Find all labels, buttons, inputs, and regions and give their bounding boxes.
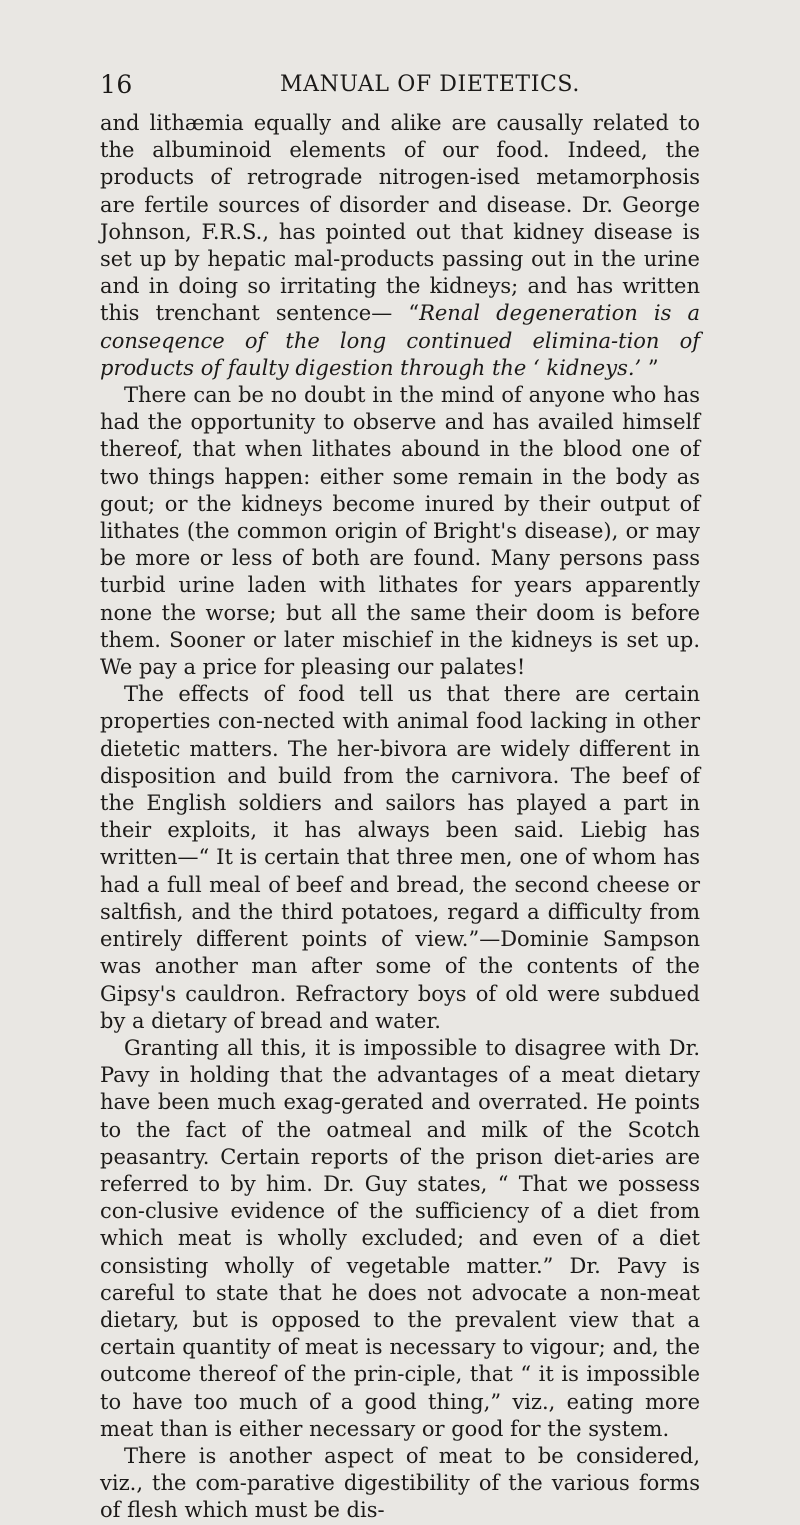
page-header: [100, 70, 700, 100]
paragraph-2: There can be no doubt in the mind of anyone who has had the opportunity to observe and has availed himself thereof, that when lithates abound in the blood one of two things happen: either some remain in the body as gout; or the kidneys become inured by their output of lithates (the common origin of Bright's disease), or may be more or less of both are found. Many persons pass turbid urine laden with lithates for years apparently none the worse; but all the same their doom is before them. Sooner or later mischief in the kidneys is set up. We pay a price for pleasing our palates!: [100, 383, 700, 680]
running-title: MANUAL OF DIETETICS.: [280, 72, 580, 97]
body-text: [100, 110, 700, 1525]
paragraph-1: [100, 110, 700, 382]
paragraph-1-lead: and lithæmia equally and alike are causally related to the albuminoid elements of our food. Indeed, the products of retrograde nitrogen-ised metamorphosis are fertile sources of disorder and disease. Dr. George Johnson, F.R.S., has pointed out that kidney disease is set up by hepatic mal-products passing out in the urine and in doing so irritating the kidneys; and has written this trenchant sentence— “: [100, 111, 700, 326]
paragraph-5: There is another aspect of meat to be considered, viz., the com-parative digestibility of the various forms of flesh which must be dis-: [100, 1443, 700, 1523]
paragraph-3: The effects of food tell us that there are certain properties con-nected with animal food lacking in other dietetic matters. The her-bivora are widely different in disposition and build from the carnivora. The beef of the English soldiers and sailors has played a part in their exploits, it has always been said. Liebig has written—“ It is certain that three men, one of whom has had a full meal of beef and bread, the second cheese or saltfish, and the third potatoes, regard a difficulty from entirely different points of view.”—Dominie Sampson was another man after some of the contents of the Gipsy's cauldron. Refractory boys of old were subdued by a dietary of bread and water.: [100, 682, 700, 1033]
paragraph-4: Granting all this, it is impossible to disagree with Dr. Pavy in holding that the advantages of a meat dietary have been much exag-gerated and overrated. He points to the fact of the oatmeal and milk of the Scotch peasantry. Certain reports of the prison diet-aries are referred to by him. Dr. Guy states, “ That we possess con-clusive evidence of the sufficiency of a diet from which meat is wholly excluded; and even of a diet consisting wholly of vegetable matter.” Dr. Pavy is careful to state that he does not advocate a non-meat dietary, but is opposed to the prevalent view that a certain quantity of meat is necessary to vigour; and, the outcome thereof of the prin-ciple, that “ it is impossible to have too much of a good thing,” viz., eating more meat than is either necessary or good for the system.: [100, 1035, 700, 1441]
page-number: 16: [100, 70, 133, 99]
paragraph-1-tail: ”: [641, 355, 659, 380]
renal-degeneration-quote: Renal degeneration is a conseqence of the long continued elimina-tion of products of faulty digestion through the ‘ kidneys.’: [100, 301, 700, 380]
